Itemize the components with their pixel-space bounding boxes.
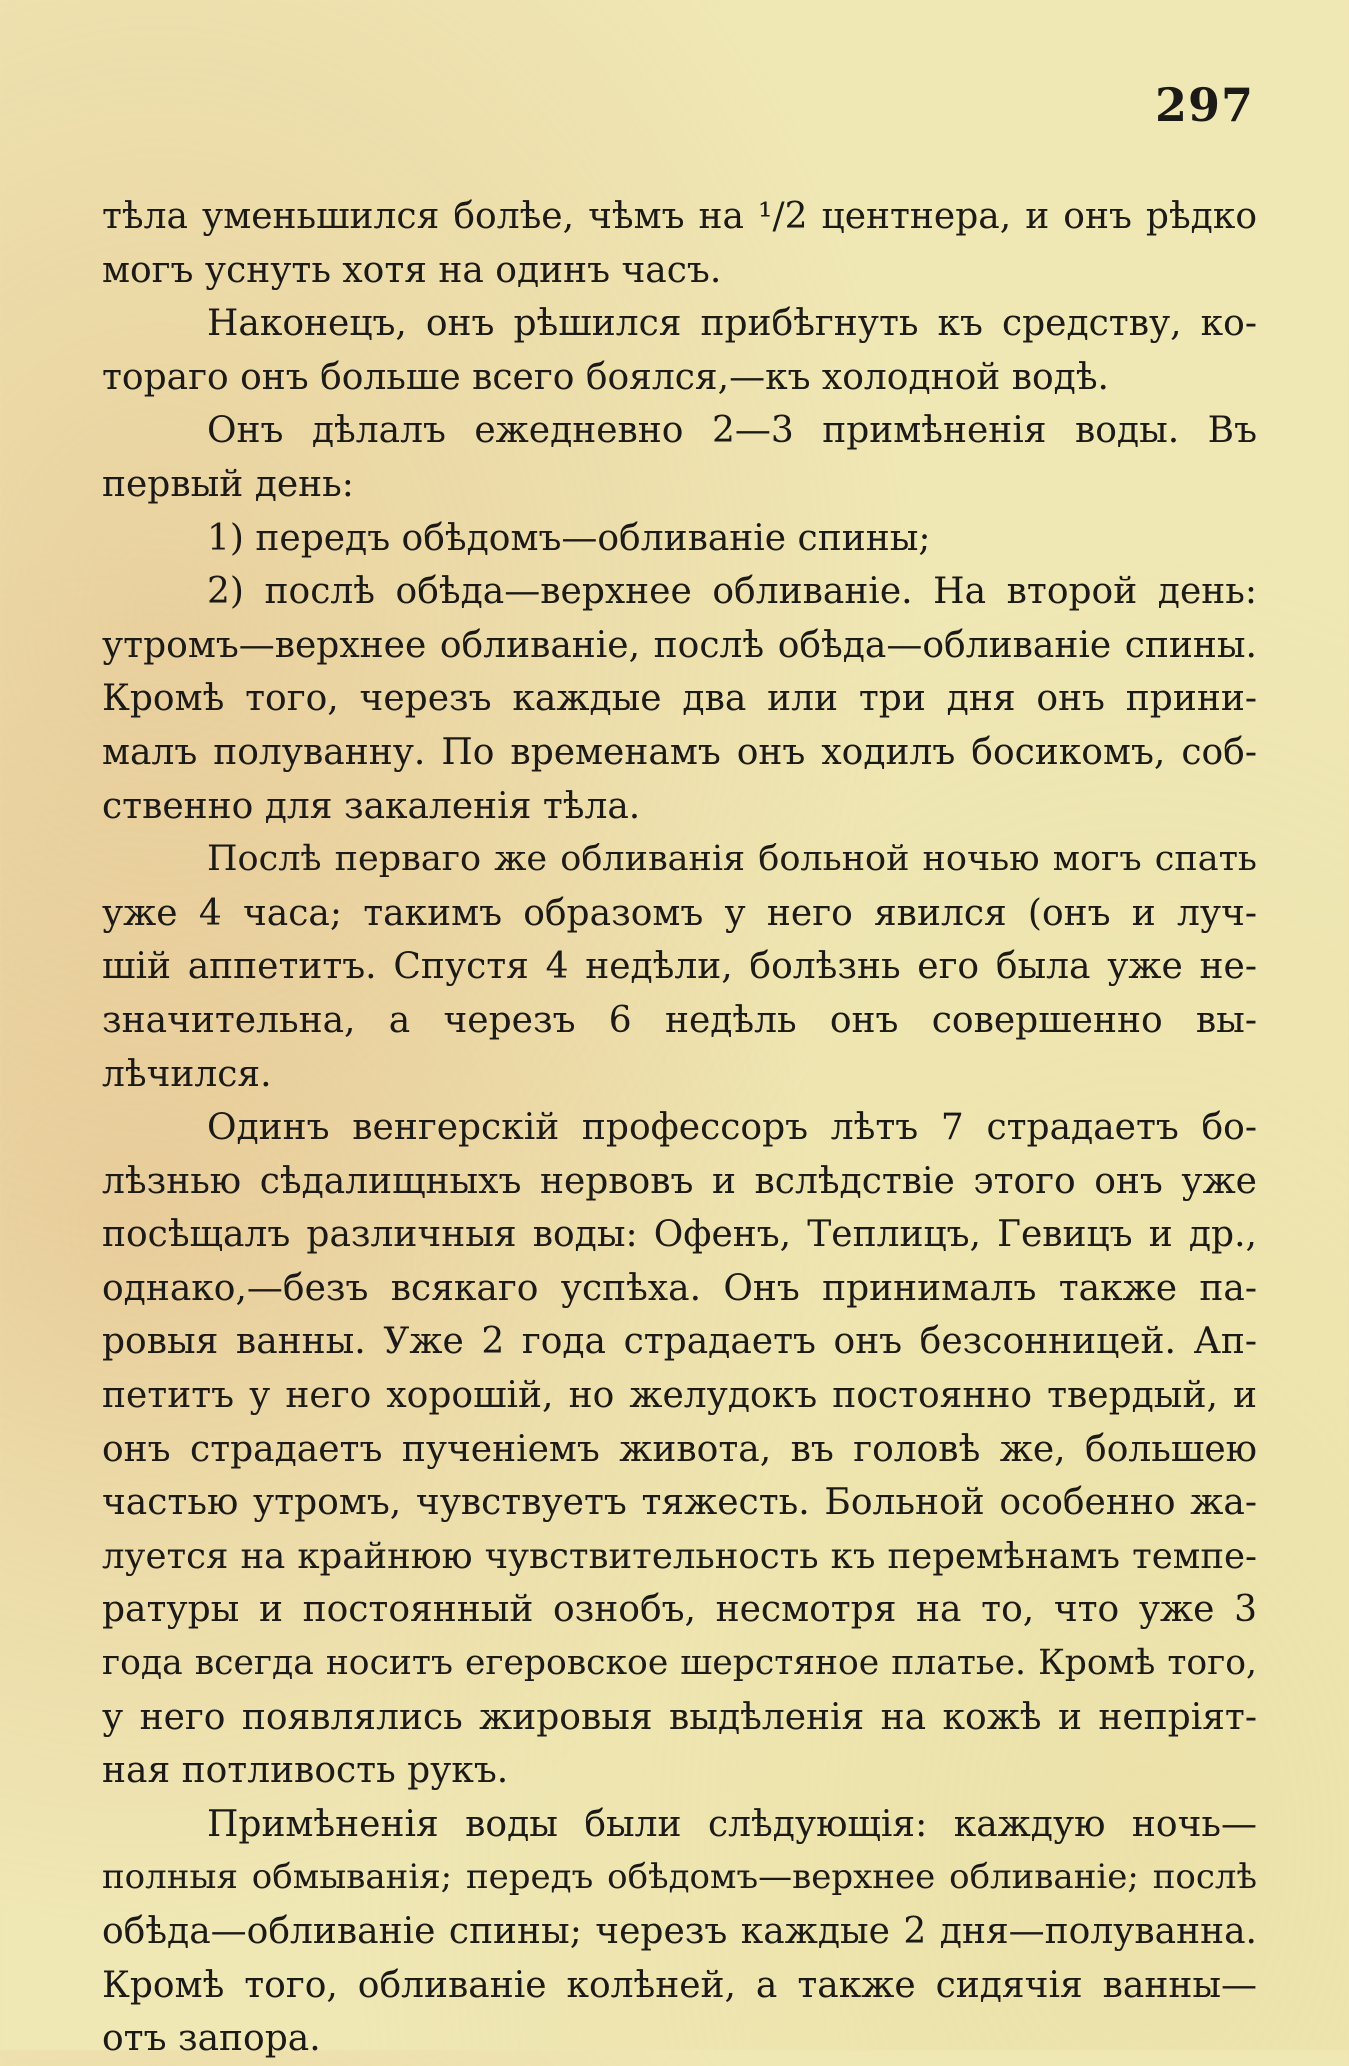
text-line: частью утромъ, чувствуетъ тяжесть. Больной особенно жа- (102, 1482, 1257, 1524)
text-line: первый день: (102, 463, 354, 505)
text-line: онъ страдаетъ пученіемъ живота, въ головѣ же, большею (102, 1428, 1257, 1470)
text-line: утромъ—верхнее обливаніе, послѣ обѣда—обливаніе спины. (102, 624, 1257, 666)
text-line: Примѣненія воды были слѣдующія: каждую ночь— (207, 1803, 1257, 1845)
text-line: года всегда носитъ егеровское шерстяное платье. Кромѣ того, (102, 1643, 1257, 1684)
text-line: лѣчился. (102, 1053, 272, 1095)
text-line: Онъ дѣлалъ ежедневно 2—3 примѣненія воды. Въ (207, 410, 1257, 452)
text-line: Кромѣ того, черезъ каждые два или три дня онъ прини- (102, 678, 1257, 720)
text-line: шій аппетитъ. Спустя 4 недѣли, болѣзнь его была уже не- (102, 946, 1257, 988)
text-line: малъ полуванну. По временамъ онъ ходилъ босикомъ, соб- (102, 731, 1257, 773)
text-line: значительна, а черезъ 6 недѣль онъ совершенно вы- (102, 999, 1257, 1041)
text-line: могъ уснуть хотя на одинъ часъ. (102, 249, 722, 291)
text-line: ная потливость рукъ. (102, 1750, 509, 1792)
text-line: посѣщалъ различныя воды: Офенъ, Теплицъ, Гевицъ и др., (102, 1214, 1257, 1256)
text-line: Кромѣ того, обливаніе колѣней, а также сидячія ванны— (102, 1964, 1257, 2006)
text-line: лѣзнью сѣдалищныхъ нервовъ и вслѣдствіе этого онъ уже (102, 1160, 1257, 1202)
page-number: 297 (1154, 78, 1254, 132)
text-line: Послѣ перваго же обливанія больной ночью могъ спать (207, 839, 1257, 880)
text-line: полныя обмыванія; передъ обѣдомъ—верхнее обливаніе; послѣ (102, 1857, 1257, 1898)
text-line: Одинъ венгерскій профессоръ лѣтъ 7 страдаетъ бо- (207, 1107, 1257, 1149)
text-line: у него появлялись жировыя выдѣленія на кожѣ и непріят- (102, 1696, 1257, 1738)
text-line: однако,—безъ всякаго успѣха. Онъ принималъ также па- (102, 1267, 1257, 1309)
text-line: ственно для закаленія тѣла. (102, 785, 641, 827)
text-line: 1) передъ обѣдомъ—обливаніе спины; (207, 517, 931, 559)
text-line: уже 4 часа; такимъ образомъ у него явился (онъ и луч- (102, 892, 1257, 934)
text-line: Наконецъ, онъ рѣшился прибѣгнуть къ средству, ко- (207, 303, 1257, 345)
text-line: тораго онъ больше всего боялся,—къ холодной водѣ. (102, 356, 1109, 398)
text-line: ратуры и постоянный ознобъ, несмотря на то, что уже 3 (102, 1589, 1257, 1631)
text-line: обѣда—обливаніе спины; черезъ каждые 2 дня—полуванна. (102, 1911, 1257, 1952)
text-line: отъ запора. (102, 2018, 321, 2060)
text-line: луется на крайнюю чувствительность къ перемѣнамъ темпе- (102, 1535, 1257, 1577)
text-line: ровыя ванны. Уже 2 года страдаетъ онъ безсонницей. Ап- (102, 1321, 1257, 1363)
text-line: тѣла уменьшился болѣе, чѣмъ на ¹/2 центнера, и онъ рѣдко (102, 196, 1257, 237)
text-line: 2) послѣ обѣда—верхнее обливаніе. На второй день: (207, 571, 1257, 613)
text-line: петитъ у него хорошій, но желудокъ постоянно твердый, и (102, 1375, 1257, 1417)
body-text (102, 190, 1257, 2066)
